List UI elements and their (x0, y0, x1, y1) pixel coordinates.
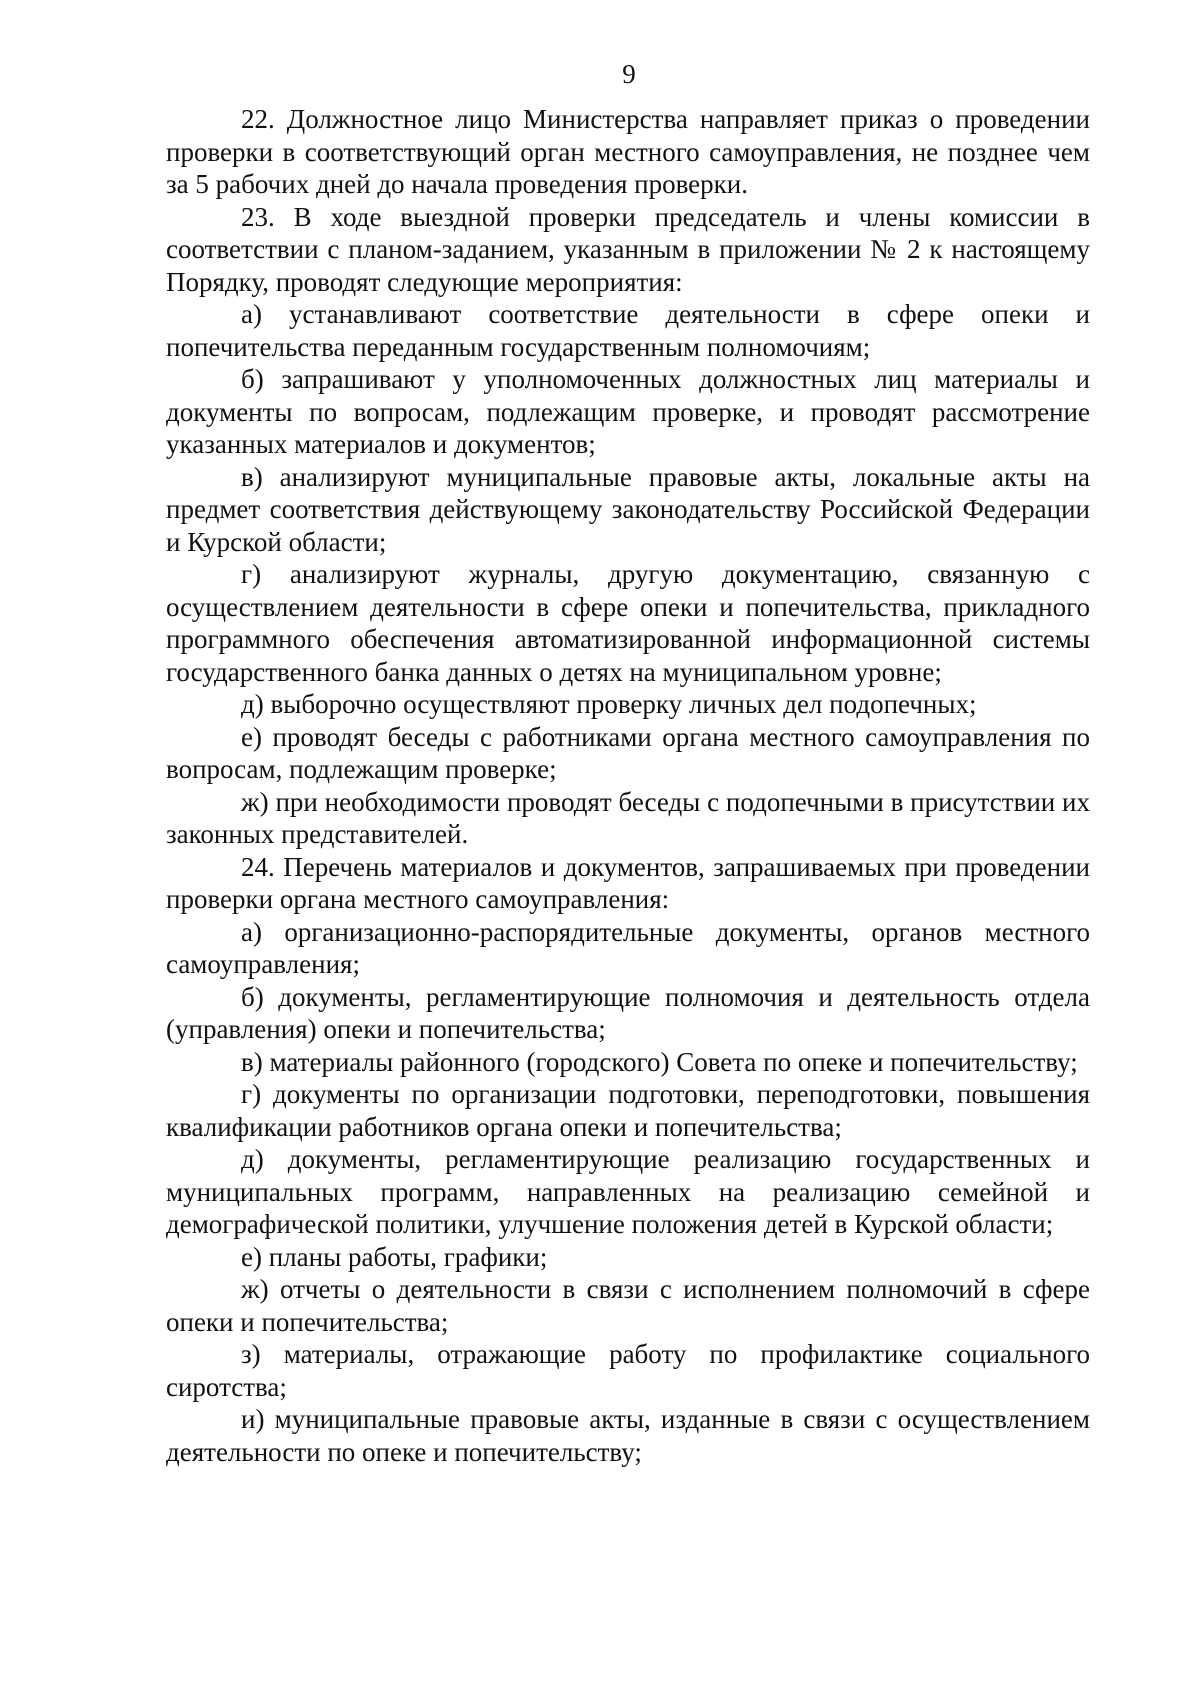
document-body (166, 103, 1090, 1468)
paragraph-24-d: д) документы, регламентирующие реализацию государственных и муниципальных программ, направленных на реализацию семейной и демографической политики, улучшение положения детей в Курской области; (166, 1144, 1090, 1239)
paragraph-23-zh: ж) при необходимости проводят беседы с подопечными в присутствии их законных представителей. (166, 786, 1090, 849)
paragraph-23-e: е) проводят беседы с работниками органа местного самоуправления по вопросам, подлежащим проверке; (166, 721, 1090, 784)
paragraph-23-d: д) выборочно осуществляют проверку личных дел подопечных; (241, 689, 977, 719)
paragraph-24-i: и) муниципальные правовые акты, изданные в связи с осуществлением деятельности по опеке и попечительству; (166, 1404, 1090, 1467)
paragraph-24-v: в) материалы районного (городского) Совета по опеке и попечительству; (241, 1046, 1078, 1077)
paragraph-23-a: а) устанавливают соответствие деятельности в сфере опеки и попечительства переданным государственным полномочиям; (166, 299, 1090, 362)
paragraph-23-v: в) анализируют муниципальные правовые акты, локальные акты на предмет соответствия действующему законодательству Российской Федерации и Курской области; (166, 461, 1090, 557)
paragraph-24-a: а) организационно-распорядительные документы, органов местного самоуправления; (166, 916, 1090, 979)
paragraph-22: 22. Должностное лицо Министерства направляет приказ о проведении проверки в соответствующий орган местного самоуправления, не позднее чем за 5 рабочих дней до начала проведения проверки. (166, 104, 1090, 199)
paragraph-24-g: г) документы по организации подготовки, переподготовки, повышения квалификации работников органа опеки и попечительства; (166, 1079, 1090, 1142)
paragraph-23-g: г) анализируют журналы, другую документацию, связанную с осуществлением деятельности в сфере опеки и попечительства, прикладного программного обеспечения автоматизированной информационной системы государственного банка данных о детях на муниципальном уровне; (166, 559, 1090, 687)
paragraph-23-b: б) запрашивают у уполномоченных должностных лиц материалы и документы по вопросам, подлежащим проверке, и проводят рассмотрение указанных материалов и документов; (166, 364, 1090, 459)
paragraph-24: 24. Перечень материалов и документов, запрашиваемых при проведении проверки органа местного самоуправления: (166, 851, 1090, 914)
paragraph-24-zh: ж) отчеты о деятельности в связи с исполнением полномочий в сфере опеки и попечительства; (166, 1274, 1090, 1337)
paragraph-23: 23. В ходе выездной проверки председатель и члены комиссии в соответствии с планом-заданием, указанным в приложении № 2 к настоящему Порядку, проводят следующие мероприятия: (166, 201, 1090, 297)
paragraph-24-e: е) планы работы, графики; (241, 1241, 548, 1272)
paragraph-24-z: з) материалы, отражающие работу по профилактике социального сиротства; (166, 1339, 1090, 1402)
page-number: 9 (622, 59, 636, 89)
paragraph-24-b: б) документы, регламентирующие полномочия и деятельность отдела (управления) опеки и попечительства; (166, 981, 1090, 1044)
